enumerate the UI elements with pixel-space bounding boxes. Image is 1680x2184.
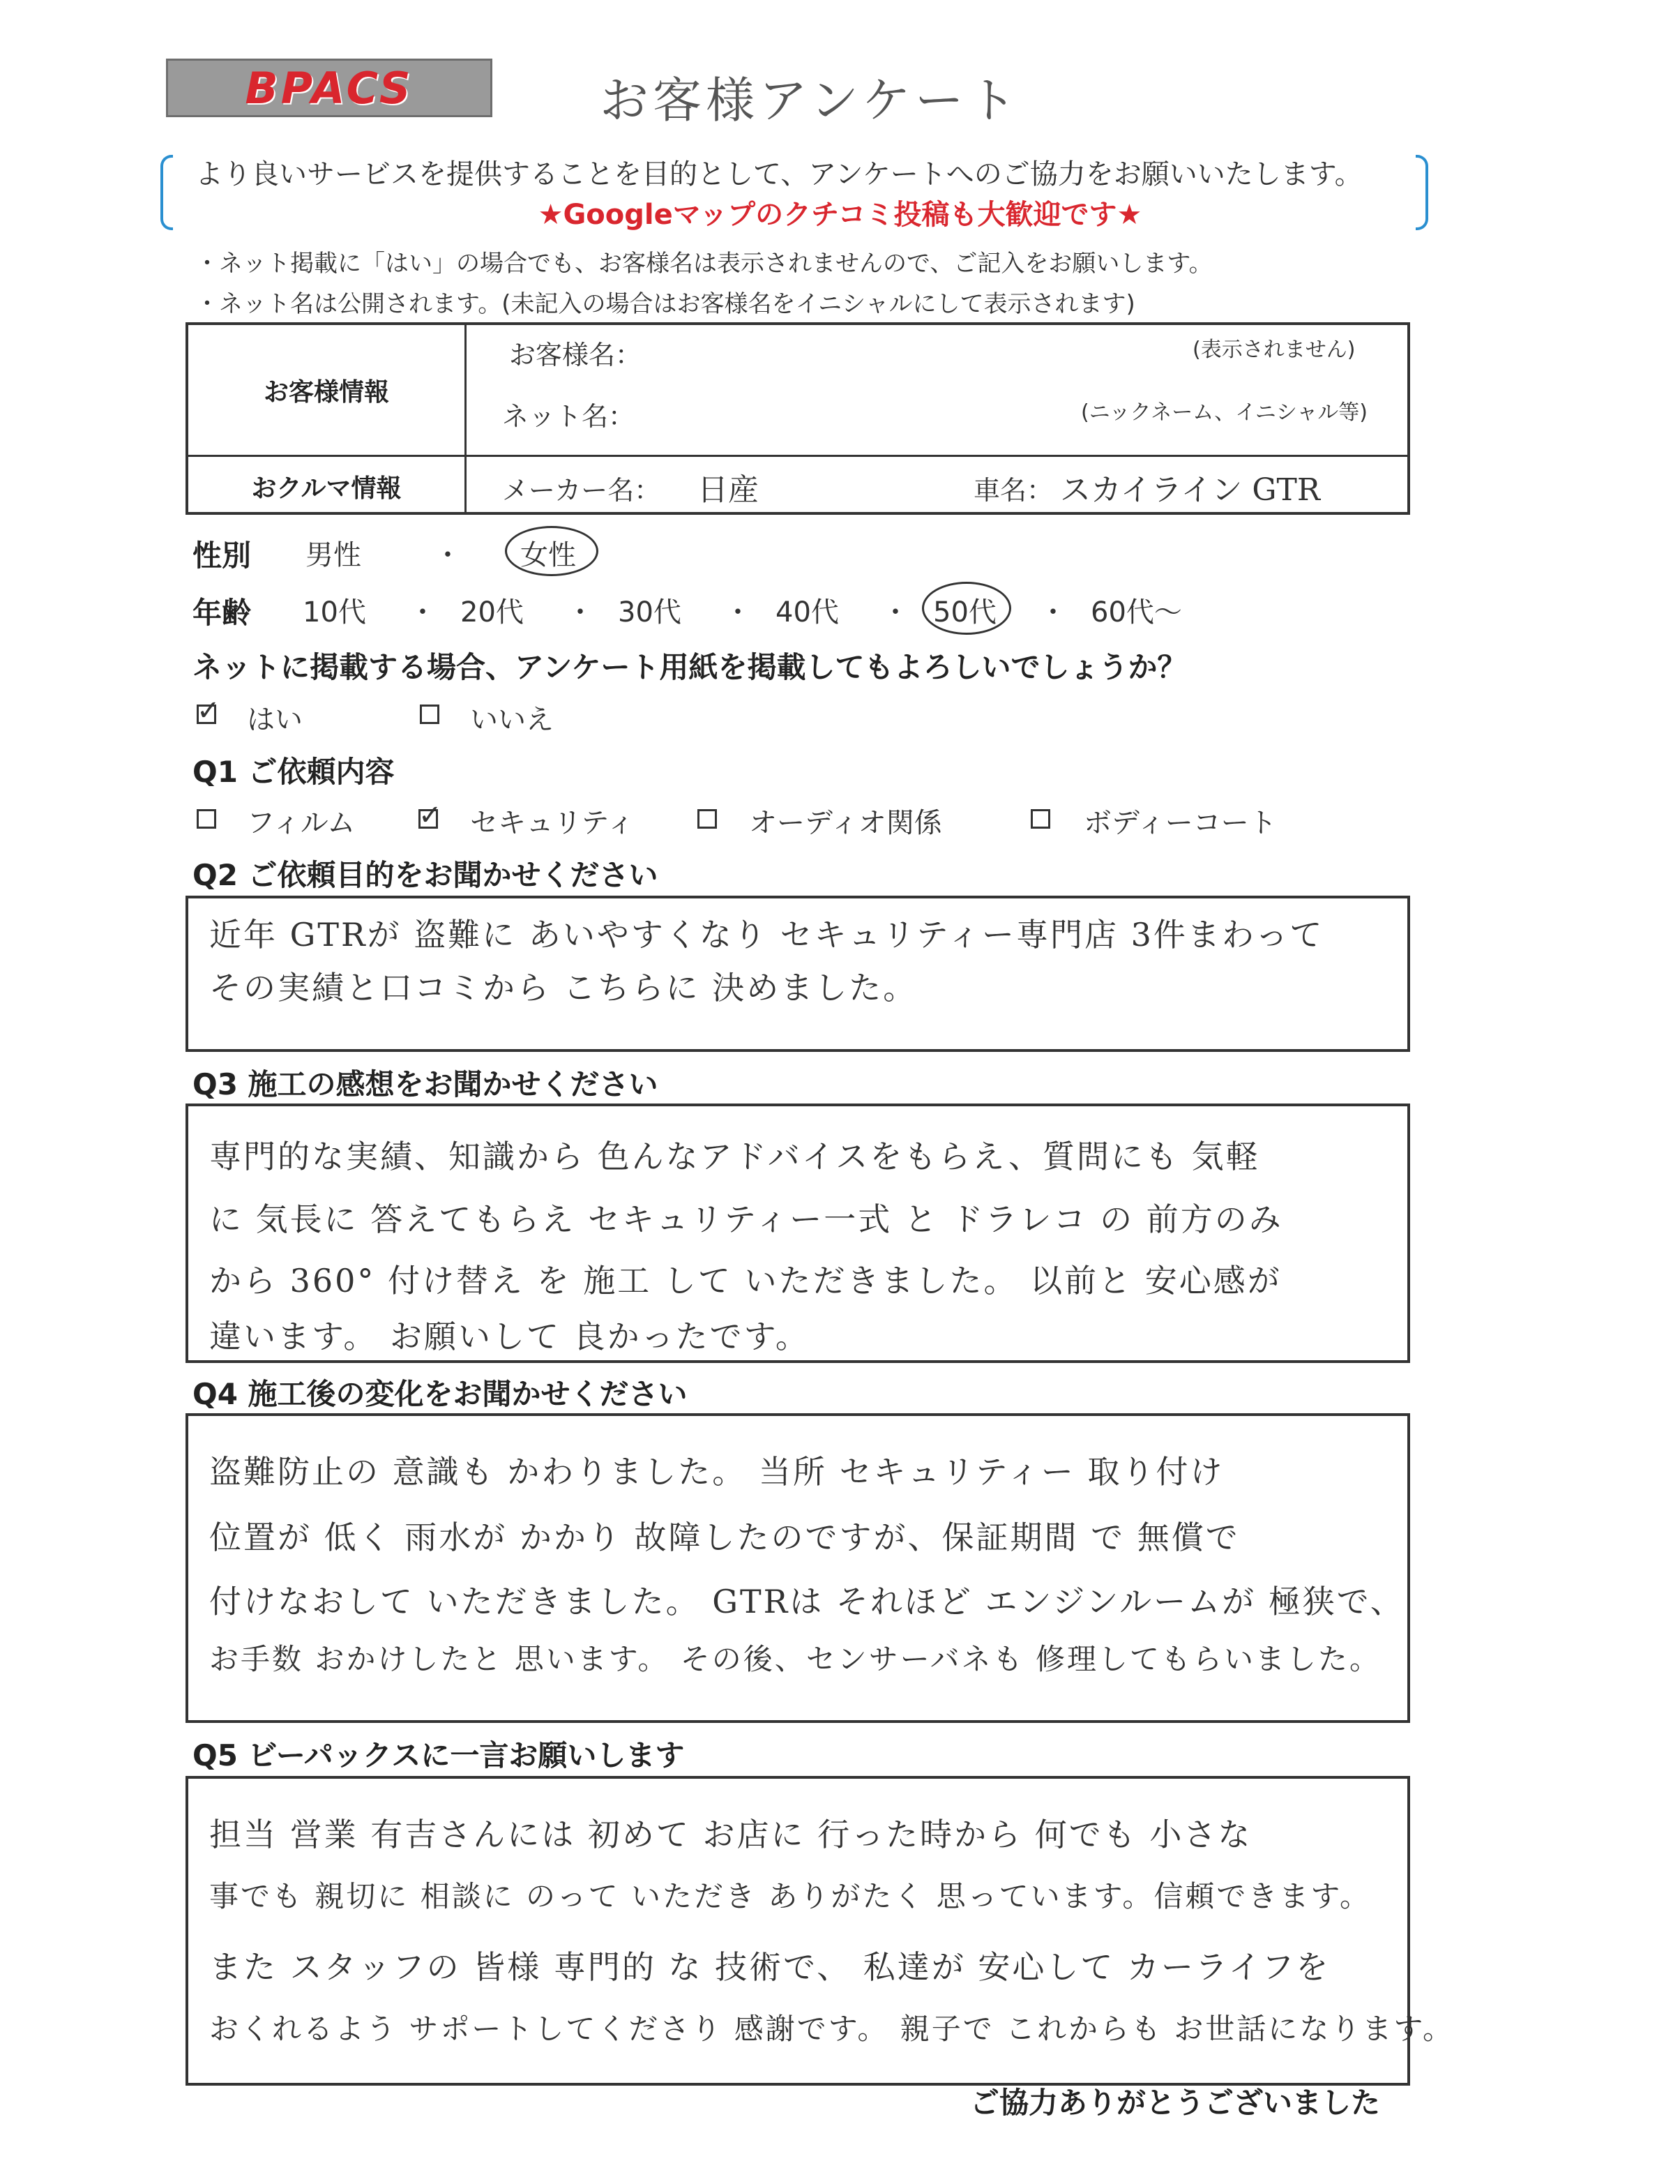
q5-answer-line: また スタッフの 皆様 専門的 な 技術で、 私達が 安心して カーライフを (209, 1948, 1331, 1986)
thank-you-message: ご協力ありがとうございました (969, 2086, 1380, 2120)
q4-answer-line: お手数 おかけしたと 思います。 その後、センサーバネも 修理してもらいました。 (209, 1642, 1381, 1676)
age-option-50s: 50代 (933, 596, 997, 628)
gender-option-female: 女性 (520, 539, 576, 571)
age-option-30s: 30代 (618, 596, 681, 628)
car-name-value: スカイライン GTR (1060, 472, 1320, 508)
table-divider-horizontal (188, 455, 1407, 457)
page-title: お客様アンケート (600, 72, 1021, 129)
logo-text: BPACS (245, 62, 414, 114)
selected-circle-icon (922, 582, 1011, 635)
q1-audio-label: オーディオ関係 (749, 807, 942, 839)
q1-film-label: フィルム (247, 807, 356, 839)
customer-name-note: (表示されません) (1193, 338, 1356, 362)
age-label: 年齢 (192, 596, 252, 630)
publish-no-label: いいえ (470, 704, 554, 736)
q4-answer-line: 位置が 低く 雨水が かかり 故障したのですが、保証期間 で 無償で (209, 1519, 1240, 1556)
q1-audio-checkbox[interactable] (697, 809, 717, 829)
age-option-20s: 20代 (460, 596, 524, 628)
note-net-name: ・ネット名は公開されます。(未記入の場合はお客様名をイニシャルにして表示されます) (195, 290, 1135, 318)
publish-yes-label: はい (247, 704, 303, 736)
selected-circle-icon (505, 526, 598, 576)
q5-answer-line: 事でも 親切に 相談に のって いただき ありがたく 思っています。信頼できます。 (209, 1879, 1371, 1913)
q3-answer-line: 専門的な実績、知識から 色んなアドバイスをもらえ、質問にも 気軽 (209, 1138, 1260, 1175)
customer-name-label: お客様名： (509, 340, 642, 370)
google-maps-callout: ★Googleマップのクチコミ投稿も大歓迎です★ (538, 199, 1142, 231)
note-publish: ・ネット掲載に「はい」の場合でも、お客様名は表示されませんので、ご記入をお願いします。 (195, 250, 1213, 278)
table-divider-vertical (464, 325, 467, 512)
check-mark-icon: ✓ (197, 695, 220, 727)
age-option-40s: 40代 (775, 596, 839, 628)
check-mark-icon: ✓ (418, 799, 442, 831)
age-option-10s: 10代 (303, 596, 366, 628)
q1-security-label: セキュリティ (470, 807, 635, 839)
net-name-note: (ニックネーム、イニシャル等) (1081, 400, 1368, 425)
q4-heading: Q4 施工後の変化をお聞かせください (192, 1377, 688, 1411)
customer-info-label: お客様情報 (263, 378, 389, 407)
publish-no-checkbox[interactable] (420, 705, 439, 724)
q1-body-coat-label: ボディーコート (1084, 807, 1277, 839)
q1-film-checkbox[interactable] (197, 809, 216, 829)
q5-answer-line: おくれるよう サポートしてくださり 感謝です。 親子で これからも お世話になります。 (209, 2012, 1455, 2046)
q4-answer-line: 付けなおして いただきました。 GTRは それほど エンジンルームが 極狭で、 (209, 1583, 1405, 1620)
publish-question: ネットに掲載する場合、アンケート用紙を掲載してもよろしいでしょうか？ (192, 650, 1187, 684)
age-option-60s-plus: 60代～ (1091, 596, 1182, 628)
bpacs-logo (166, 59, 492, 117)
info-table (186, 322, 1410, 515)
gender-option-male: 男性 (305, 539, 361, 571)
q3-answer-line: 違います。 お願いして 良かったです。 (209, 1318, 810, 1355)
q5-heading: Q5 ビーパックスに一言お願いします (192, 1738, 685, 1772)
gender-label: 性別 (192, 539, 252, 573)
intro-text: より良いサービスを提供することを目的として、アンケートへのご協力をお願いいたします。 (195, 158, 1363, 190)
car-info-label: おクルマ情報 (251, 474, 402, 503)
q5-answer-line: 担当 営業 有吉さんには 初めて お店に 行った時から 何でも 小さな (209, 1816, 1253, 1853)
age-separator: ・ (881, 596, 909, 628)
age-separator: ・ (724, 596, 752, 628)
q3-heading: Q3 施工の感想をお聞かせください (192, 1067, 658, 1101)
q2-answer-line: 近年 GTRが 盗難に あいやすくなり セキュリティー専門店 3件まわって (209, 916, 1324, 954)
age-separator: ・ (1039, 596, 1067, 628)
q1-heading: Q1 ご依頼内容 (192, 755, 395, 789)
q1-body-coat-checkbox[interactable] (1031, 809, 1050, 829)
gender-separator: ・ (434, 539, 462, 571)
q3-answer-line: に 気長に 答えてもらえ セキュリティー一式 と ドラレコ の 前方のみ (209, 1200, 1283, 1238)
net-name-label: ネット名： (502, 401, 635, 432)
age-separator: ・ (409, 596, 437, 628)
car-name-label: 車名： (974, 475, 1054, 506)
q4-answer-line: 盗難防止の 意識も かわりました。 当所 セキュリティー 取り付け (209, 1453, 1225, 1491)
age-separator: ・ (566, 596, 594, 628)
maker-label: メーカー名： (502, 475, 661, 506)
q2-heading: Q2 ご依頼目的をお聞かせください (192, 858, 658, 892)
q2-answer-line: その実績と口コミから こちらに 決めました。 (209, 969, 918, 1007)
q3-answer-line: から 360° 付け替え を 施工 して いただきました。 以前と 安心感が (209, 1262, 1282, 1300)
maker-value: 日産 (697, 472, 759, 508)
